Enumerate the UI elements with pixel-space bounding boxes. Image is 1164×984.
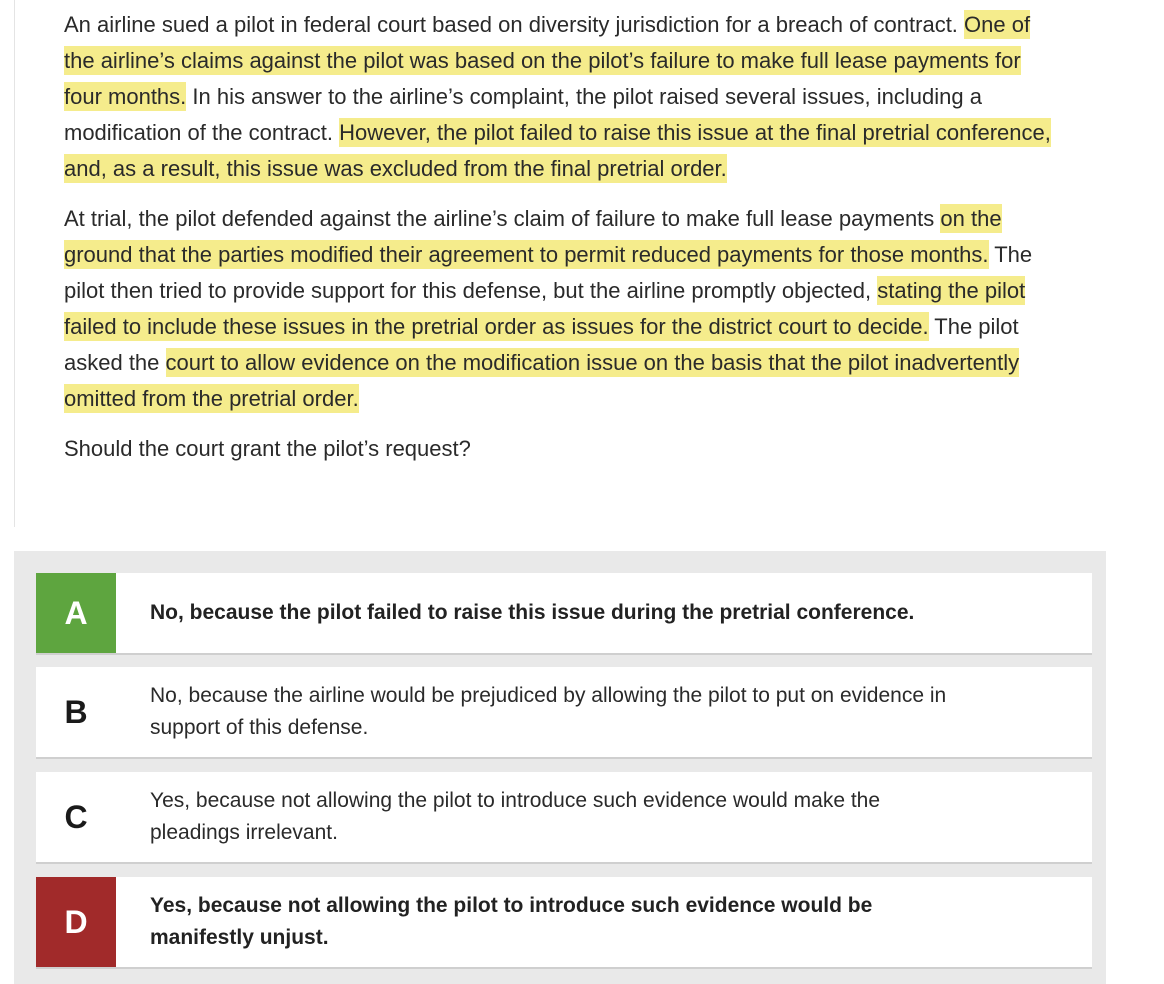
- stem-text: The pilot then tried to provide support for this defense, but the airline promptly objected,: [64, 242, 1033, 303]
- choice-letter-a: A: [36, 573, 116, 653]
- left-divider: [14, 0, 15, 527]
- question-prompt: Should the court grant the pilot’s request?: [64, 436, 471, 461]
- stem-text: At trial, the pilot defended against the airline’s claim of failure to make full lease payments: [64, 206, 941, 231]
- choice-text-b: No, because the airline would be prejudiced by allowing the pilot to put on evidence in support of this defense.: [150, 684, 947, 739]
- highlighted-text[interactable]: One of the airline’s claims against the pilot was based on the pilot’s failure to make full lease payments for four months.: [64, 12, 1031, 109]
- answer-choice-c[interactable]: [36, 772, 1092, 862]
- choice-text-d: Yes, because not allowing the pilot to introduce such evidence would be manifestly unjust.: [150, 894, 873, 949]
- choice-letter-c: C: [64, 798, 88, 835]
- answer-choices: [14, 551, 1106, 984]
- highlighted-text[interactable]: on the ground that the parties modified their agreement to permit reduced payments for those months.: [64, 206, 1002, 267]
- answer-choice-d[interactable]: [36, 877, 1092, 967]
- question-paragraph-1: [64, 7, 1054, 187]
- stem-text: The pilot asked the: [64, 314, 1019, 375]
- choice-letter-d: D: [36, 877, 116, 967]
- stem-text: In his answer to the airline’s complaint, the pilot raised several issues, including a modification of the contract.: [64, 84, 982, 145]
- highlighted-text[interactable]: stating the pilot failed to include these issues in the pretrial order as issues for the district court to decide.: [64, 278, 1026, 339]
- question-stem: [64, 7, 1054, 481]
- choice-text-c: Yes, because not allowing the pilot to introduce such evidence would make the pleadings irrelevant.: [150, 789, 881, 844]
- question-paragraph-2: [64, 201, 1054, 417]
- answer-choice-a[interactable]: [36, 573, 1092, 653]
- choice-letter-b: B: [64, 693, 88, 730]
- stem-text: An airline sued a pilot in federal court based on diversity jurisdiction for a breach of contract.: [64, 12, 965, 37]
- highlighted-text[interactable]: court to allow evidence on the modification issue on the basis that the pilot inadvertently omitted from the pretrial order.: [64, 350, 1020, 411]
- highlighted-text[interactable]: However, the pilot failed to raise this issue at the final pretrial conference, and, as a result, this issue was excluded from the final pretrial order.: [64, 120, 1051, 181]
- answer-choice-b[interactable]: [36, 667, 1092, 757]
- choice-text-a: No, because the pilot failed to raise this issue during the pretrial conference.: [150, 601, 915, 624]
